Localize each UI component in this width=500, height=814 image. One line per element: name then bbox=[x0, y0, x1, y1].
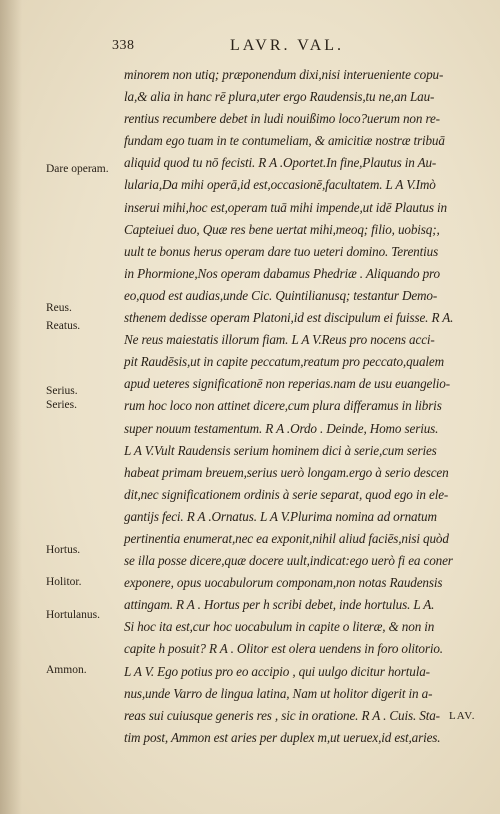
text-line: lularia,Da mihi operā,id est,occasionē,facultatem. L A V.Imò bbox=[124, 177, 436, 193]
text-line: habeat primam breuem,serius uerò longam.ergo à serio descen bbox=[124, 464, 449, 480]
text-line: rum hoc loco non attinet dicere,cum plura differamus in libris bbox=[124, 398, 442, 414]
margin-note-hortus: Hortus. bbox=[46, 544, 81, 556]
text-line: Si hoc ita est,cur hoc uocabulum in capite o literæ, & non in bbox=[124, 619, 435, 635]
margin-note-series: Series. bbox=[46, 399, 77, 411]
text-line: gantijs feci. R A .Ornatus. L A V.Plurima nomina ad ornatum bbox=[124, 508, 437, 524]
text-line: nus,unde Varro de lingua latina, Nam ut holitor digerit in a- bbox=[124, 685, 433, 701]
text-line: pertinentia enumerat,nec ea exponit,nihil aliud faciēs,nisi quòd bbox=[124, 530, 449, 546]
text-line: in Phormione,Nos operam dabamus Phedriæ . Aliquando pro bbox=[124, 265, 440, 281]
main-text bbox=[124, 64, 488, 749]
page-number: 338 bbox=[112, 38, 135, 53]
text-line: sthenem dedisse operam Platoni,id est discipulum ei fuisse. R A. bbox=[124, 310, 454, 326]
text-line: rentius recumbere debet in ludi nouißimo loco?uerum non re- bbox=[124, 111, 440, 127]
page-header bbox=[112, 38, 482, 58]
text-line: eo,quod est audias,unde Cic. Quintilianusq; testantur Demo- bbox=[124, 287, 438, 303]
text-line: se illa posse dicere,quæ docere uult,indicat:ego uerò fi ea coner bbox=[124, 553, 453, 569]
catchword: LAV. bbox=[449, 710, 476, 722]
text-line: exponere, opus uocabulorum componam,non notas Raudensis bbox=[124, 575, 443, 591]
text-line: fundam ego tuam in te contumeliam, & amicitiæ nostræ tribuā bbox=[124, 133, 445, 149]
text-line: tim post, Ammon est aries per duplex m,ut ueruex,id est,aries. bbox=[124, 729, 441, 745]
text-line: dit,nec significationem ordinis à serie separat, quod ego in ele- bbox=[124, 486, 449, 502]
margin-note-serius: Serius. bbox=[46, 385, 78, 397]
margin-note-reatus: Reatus. bbox=[46, 320, 81, 332]
margin-note-dare-operam: Dare operam. bbox=[46, 163, 109, 175]
text-line: capite h posuit? R A . Olitor est olera uendens in foro olitorio. bbox=[124, 641, 443, 657]
text-line: L A V.Vult Raudensis serium hominem dici à serie,cum series bbox=[124, 442, 437, 458]
text-line: minorem non utiq; præponendum dixi,nisi interueniente copu- bbox=[124, 67, 444, 82]
text-line: reas sui cuiusque generis res , sic in oratione. R A . Cuis. Sta- bbox=[124, 707, 440, 723]
text-line: L A V. Ego potius pro eo accipio , qui uulgo dicitur hortula- bbox=[124, 663, 430, 679]
text-line: super nouum testamentum. R A .Ordo . Deinde, Homo serius. bbox=[124, 420, 439, 436]
margin-note-holitor: Holitor. bbox=[46, 576, 82, 588]
text-line: uult te bonus herus operam dare tuo ueteri domino. Terentius bbox=[124, 243, 439, 259]
running-head: LAVR. VAL. bbox=[230, 37, 345, 54]
text-line: attingam. R A . Hortus per h scribi debet, inde hortulus. L A. bbox=[124, 597, 435, 613]
text-line: la,& alia in hanc rē plura,uter ergo Raudensis,tu ne,an Lau- bbox=[124, 89, 435, 105]
margin-note-ammon: Ammon. bbox=[46, 664, 87, 676]
margin-note-reus: Reus. bbox=[46, 302, 72, 314]
text-line: Capteiuei duo, Quæ res bene uertat mihi,meoq; filio, uobisq;, bbox=[124, 221, 440, 237]
text-line: inserui mihi,hoc est,operam tuā mihi impende,ut idē Plautus in bbox=[124, 199, 447, 215]
text-line: apud ueteres significationē non reperias.nam de usu euangelio- bbox=[124, 376, 450, 392]
text-line: pit Raudēsis,ut in capite peccatum,reatum pro peccato,qualem bbox=[124, 354, 445, 370]
text-line: aliquid quod tu nō fecisti. R A .Oportet.In fine,Plautus in Au- bbox=[124, 155, 437, 171]
margin-note-hortulanus: Hortulanus. bbox=[46, 609, 100, 621]
text-line: Ne reus maiestatis illorum fiam. L A V.Reus pro nocens acci- bbox=[124, 332, 435, 348]
gutter-shadow bbox=[0, 0, 22, 814]
